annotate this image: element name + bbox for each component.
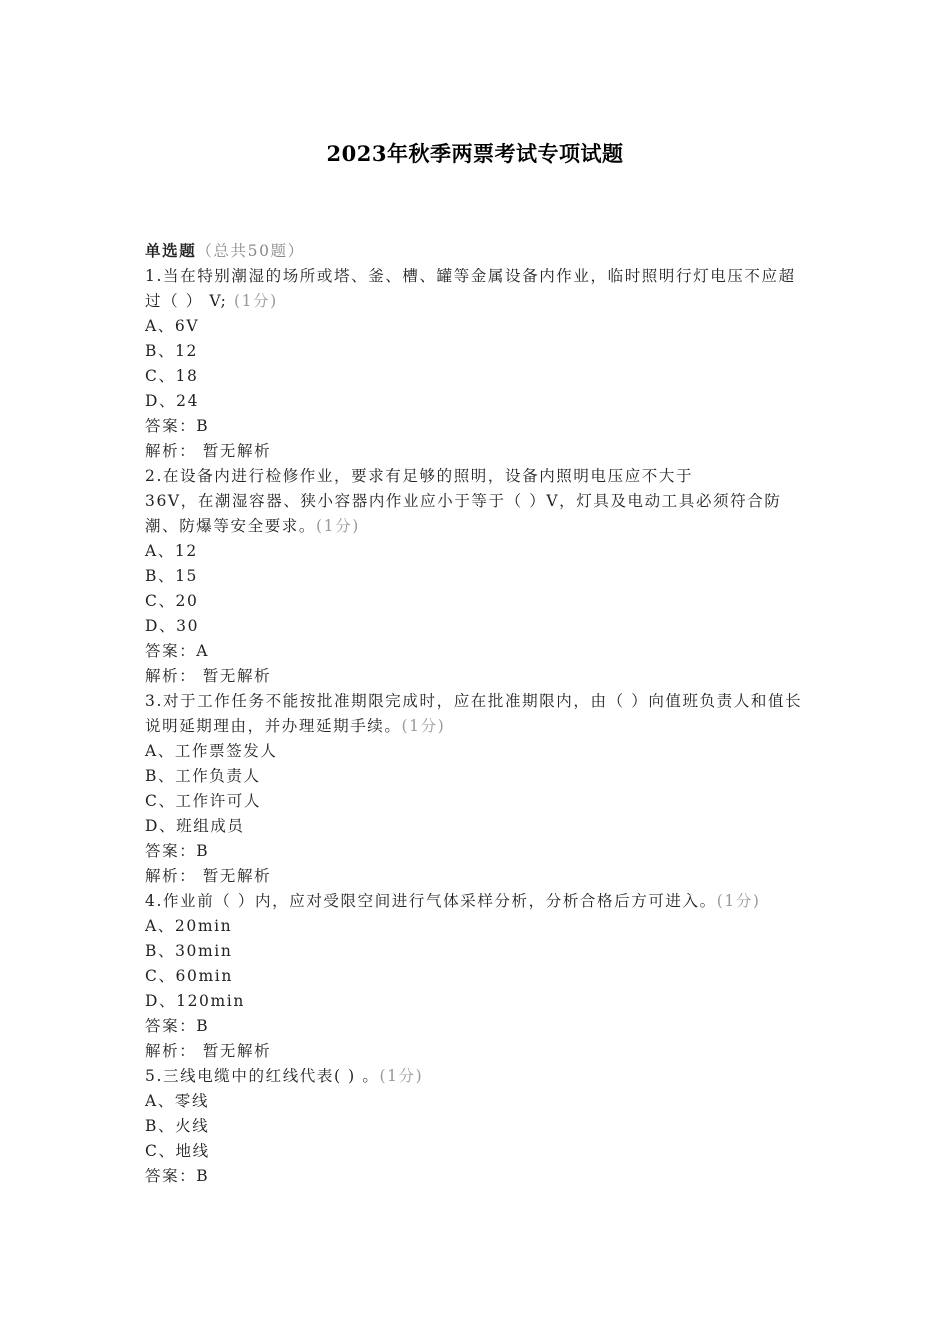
question-item (145, 889, 810, 1064)
option-b: B、火线 (145, 1117, 210, 1135)
analysis-line: 解析： 暂无解析 (145, 667, 272, 685)
section-count-note: （总共50题） (196, 242, 305, 260)
question-stem (145, 889, 810, 914)
question-text: 4.作业前（ ）内，应对受限空间进行气体采样分析，分析合格后方可进入。 (145, 892, 717, 910)
question-stem (145, 1064, 810, 1089)
section-header (145, 238, 810, 264)
option-c: C、地线 (145, 1142, 210, 1160)
section-label: 单选题 (145, 241, 197, 260)
option-b: B、30min (145, 942, 233, 960)
option-d: D、班组成员 (145, 817, 245, 835)
option-a: A、工作票签发人 (145, 742, 278, 760)
answer-line: 答案：A (145, 642, 210, 660)
option-b: B、15 (145, 567, 199, 585)
option-d: D、120min (145, 992, 245, 1010)
option-a: A、20min (145, 917, 233, 935)
question-list (145, 238, 810, 1189)
analysis-line: 解析： 暂无解析 (145, 442, 272, 460)
question-text: 3.对于工作任务不能按批准期限完成时，应在批准期限内，由（ ）向值班负责人和值长说明延期理由，并办理延期手续。 (145, 692, 803, 735)
option-c: C、60min (145, 967, 233, 985)
question-score: (1分) (379, 1067, 424, 1085)
option-a: A、12 (145, 542, 198, 560)
analysis-line: 解析： 暂无解析 (145, 867, 272, 885)
question-stem (145, 489, 810, 539)
question-score: (1分) (316, 517, 360, 535)
option-d: D、30 (145, 617, 200, 635)
question-score: (1分) (233, 292, 278, 310)
answer-line: 答案：B (145, 842, 210, 860)
option-c: C、20 (145, 592, 199, 610)
question-stem (145, 689, 810, 739)
analysis-line: 解析： 暂无解析 (145, 1042, 272, 1060)
option-b: B、工作负责人 (145, 767, 261, 785)
option-a: A、6V (145, 317, 200, 335)
question-text: 5.三线电缆中的红线代表( ) 。 (145, 1067, 380, 1085)
question-stem (145, 264, 810, 314)
question-text-continued: 36V，在潮湿容器、狭小容器内作业应小于等于（ ）V，灯具及电动工具必须符合防潮、防爆等安全要求。 (145, 492, 782, 535)
option-b: B、12 (145, 342, 199, 360)
answer-line: 答案：B (145, 1017, 210, 1035)
question-item (145, 689, 810, 889)
option-c: C、18 (145, 367, 199, 385)
question-text: 2.在设备内进行检修作业，要求有足够的照明，设备内照明电压应不大于 (145, 467, 694, 485)
question-item (145, 464, 810, 689)
question-item (145, 1064, 810, 1189)
question-score: (1分) (716, 892, 761, 910)
answer-line: 答案：B (145, 417, 210, 435)
answer-line: 答案：B (145, 1167, 210, 1185)
option-c: C、工作许可人 (145, 792, 262, 810)
question-item (145, 264, 810, 464)
option-d: D、24 (145, 392, 200, 410)
question-text: 1.当在特别潮湿的场所或塔、釜、槽、罐等金属设备内作业，临时照明行灯电压不应超过（ ） V; (145, 267, 796, 310)
question-score: (1分) (401, 717, 446, 735)
option-a: A、零线 (145, 1092, 210, 1110)
document-title: 2023年秋季两票考试专项试题 (326, 141, 624, 166)
